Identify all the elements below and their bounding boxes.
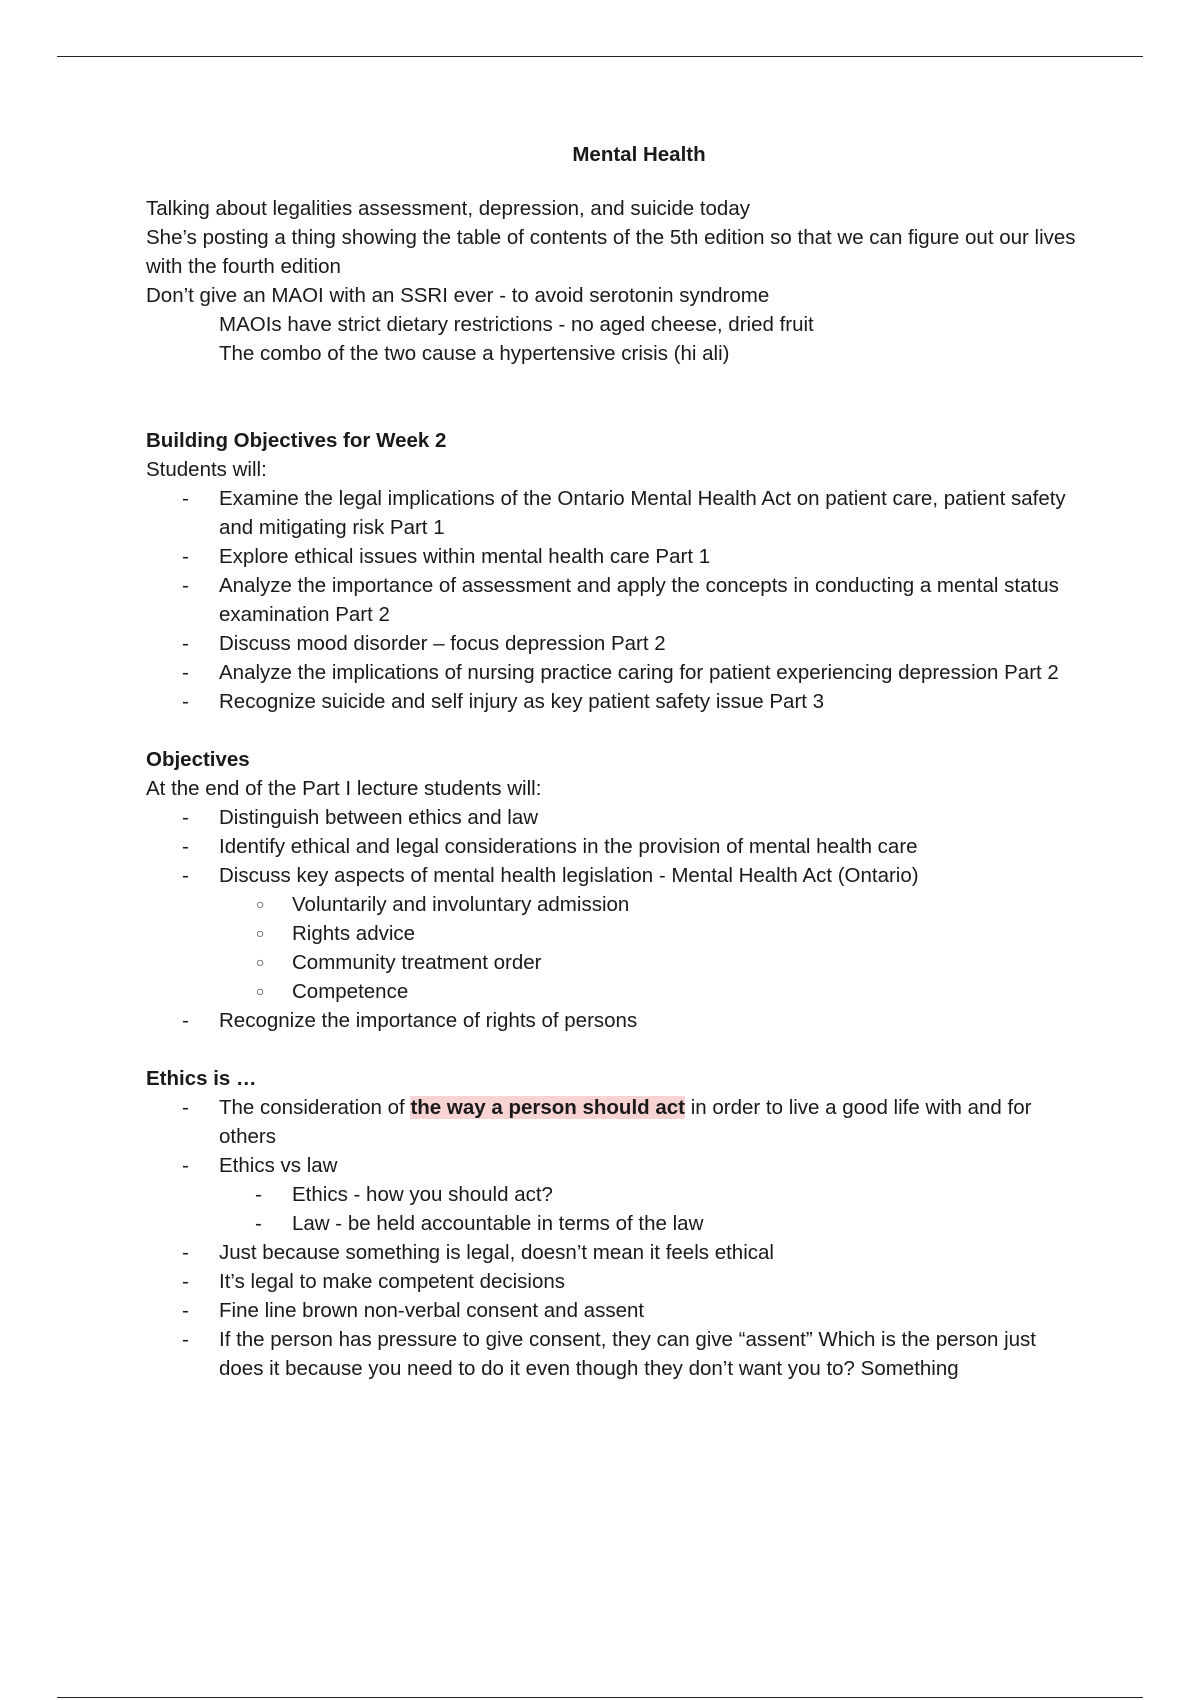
list-item xyxy=(146,629,1076,658)
ethics-sublist xyxy=(146,1180,1076,1238)
building-objectives-list xyxy=(146,484,1076,716)
intro-indent-1: MAOIs have strict dietary restrictions - no aged cheese, dried fruit xyxy=(219,313,814,336)
list-item xyxy=(146,803,1076,832)
page-title: Mental Health xyxy=(572,143,706,166)
circle-bullet: ○ xyxy=(256,925,265,941)
list-item-text: Rights advice xyxy=(292,922,416,945)
list-item-text: Analyze the importance of assessment and apply the concepts in conducting a mental status examination Part 2 xyxy=(219,574,1059,626)
objectives-lead: At the end of the Part I lecture students will: xyxy=(146,777,542,800)
list-item-text: Law - be held accountable in terms of the law xyxy=(292,1212,704,1235)
list-item xyxy=(146,542,1076,571)
bottom-rule xyxy=(57,1697,1143,1698)
list-item xyxy=(146,571,1076,629)
list-item-text: Discuss key aspects of mental health legislation - Mental Health Act (Ontario) xyxy=(219,864,919,887)
dash-bullet: - xyxy=(182,1009,189,1032)
document-body xyxy=(146,140,1076,1383)
list-item xyxy=(146,1093,1076,1151)
objectives-list-continued xyxy=(146,1006,1076,1035)
list-item xyxy=(146,658,1076,687)
list-item xyxy=(146,1325,1076,1383)
dash-bullet: - xyxy=(182,1096,189,1119)
list-item-text: Recognize the importance of rights of persons xyxy=(219,1009,638,1032)
objectives-list xyxy=(146,803,1076,890)
top-rule xyxy=(57,56,1143,57)
intro-line-2: She’s posting a thing showing the table of contents of the 5th edition so that we can figure out our lives with the fourth edition xyxy=(146,226,1076,278)
dash-bullet: - xyxy=(182,806,189,829)
list-item xyxy=(146,832,1076,861)
list-item xyxy=(146,1180,1076,1209)
list-item-text: Fine line brown non-verbal consent and assent xyxy=(219,1299,645,1322)
list-item-text: Analyze the implications of nursing practice caring for patient experiencing depression Part 2 xyxy=(219,661,1059,684)
list-item-text: Identify ethical and legal considerations in the provision of mental health care xyxy=(219,835,918,858)
dash-bullet: - xyxy=(182,1299,189,1322)
building-objectives-lead: Students will: xyxy=(146,458,267,481)
list-item xyxy=(146,687,1076,716)
highlighted-phrase: the way a person should act xyxy=(410,1096,685,1119)
list-item xyxy=(146,919,1076,948)
dash-bullet: - xyxy=(255,1183,262,1206)
list-item xyxy=(146,1267,1076,1296)
list-item-text: in order to live a good life with and for others xyxy=(219,1096,1032,1148)
dash-bullet: - xyxy=(182,632,189,655)
circle-bullet: ○ xyxy=(256,983,265,999)
spacer xyxy=(146,716,1076,745)
intro-indent-2: The combo of the two cause a hypertensive crisis (hi ali) xyxy=(219,342,730,365)
objectives-sublist xyxy=(146,890,1076,1006)
dash-bullet: - xyxy=(182,1241,189,1264)
list-item xyxy=(146,948,1076,977)
spacer xyxy=(146,368,1076,426)
list-item-text: Discuss mood disorder – focus depression Part 2 xyxy=(219,632,666,655)
list-item xyxy=(146,484,1076,542)
list-item-text: Ethics - how you should act? xyxy=(292,1183,553,1206)
objectives-heading: Objectives xyxy=(146,748,250,771)
ethics-list-continued xyxy=(146,1238,1076,1383)
list-item-text: Explore ethical issues within mental health care Part 1 xyxy=(219,545,711,568)
list-item xyxy=(146,861,1076,890)
list-item-text: Competence xyxy=(292,980,409,1003)
list-item-text: If the person has pressure to give consent, they can give “assent” Which is the person just does it because you need to do it even though they don’t want you to? Something xyxy=(219,1328,1037,1380)
dash-bullet: - xyxy=(182,835,189,858)
dash-bullet: - xyxy=(182,1328,189,1351)
intro-line-1: Talking about legalities assessment, depression, and suicide today xyxy=(146,197,750,220)
dash-bullet: - xyxy=(182,690,189,713)
list-item xyxy=(146,1151,1076,1180)
building-objectives-heading: Building Objectives for Week 2 xyxy=(146,429,447,452)
list-item xyxy=(146,1006,1076,1035)
ethics-list xyxy=(146,1093,1076,1180)
dash-bullet: - xyxy=(182,574,189,597)
list-item xyxy=(146,977,1076,1006)
dash-bullet: - xyxy=(182,661,189,684)
list-item-text: The consideration of xyxy=(219,1096,411,1119)
list-item-text: Recognize suicide and self injury as key patient safety issue Part 3 xyxy=(219,690,825,713)
list-item xyxy=(146,1209,1076,1238)
circle-bullet: ○ xyxy=(256,954,265,970)
intro-line-3: Don’t give an MAOI with an SSRI ever - to avoid serotonin syndrome xyxy=(146,284,770,307)
list-item-text: Just because something is legal, doesn’t mean it feels ethical xyxy=(219,1241,774,1264)
ethics-heading: Ethics is … xyxy=(146,1067,257,1090)
dash-bullet: - xyxy=(182,1154,189,1177)
list-item xyxy=(146,1238,1076,1267)
dash-bullet: - xyxy=(182,545,189,568)
list-item-text: Examine the legal implications of the Ontario Mental Health Act on patient care, patient safety and mitigating risk Part 1 xyxy=(219,487,1066,539)
list-item-text: Ethics vs law xyxy=(219,1154,338,1177)
list-item-text: Community treatment order xyxy=(292,951,542,974)
list-item xyxy=(146,1296,1076,1325)
dash-bullet: - xyxy=(255,1212,262,1235)
dash-bullet: - xyxy=(182,864,189,887)
list-item-text: Voluntarily and involuntary admission xyxy=(292,893,630,916)
dash-bullet: - xyxy=(182,487,189,510)
spacer xyxy=(146,1035,1076,1064)
list-item-text: It’s legal to make competent decisions xyxy=(219,1270,566,1293)
list-item xyxy=(146,890,1076,919)
circle-bullet: ○ xyxy=(256,896,265,912)
list-item-text: Distinguish between ethics and law xyxy=(219,806,539,829)
dash-bullet: - xyxy=(182,1270,189,1293)
